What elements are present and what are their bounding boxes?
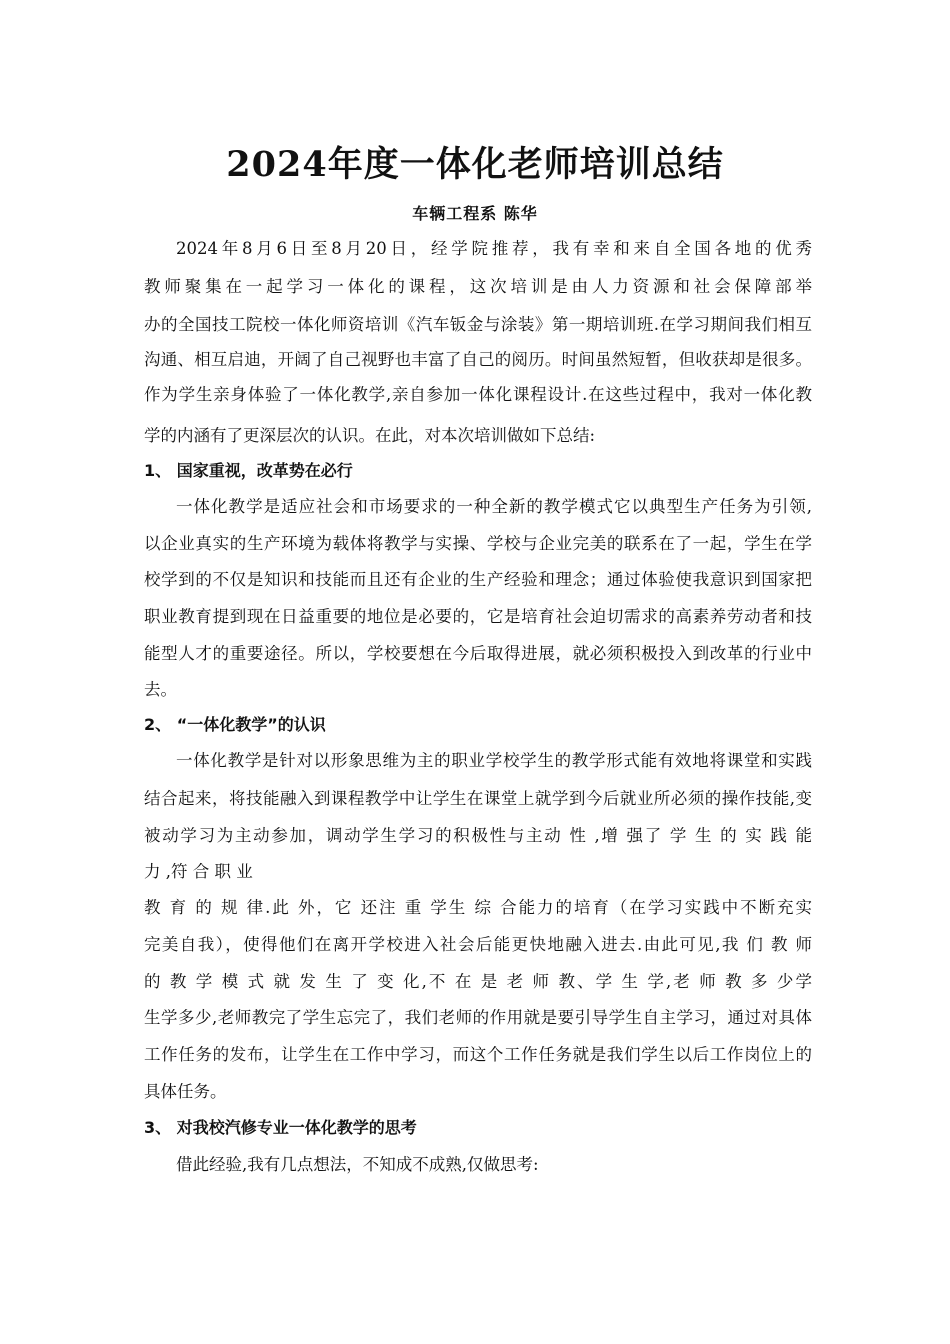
paragraph-line: 借此经验,我有几点想法，不知成不成熟,仅做思考: — [176, 1155, 539, 1174]
paragraph-line: 工作任务的发布，让学生在工作中学习，而这个工作任务就是我们学生以后工作岗位上的 — [144, 1045, 812, 1064]
section-heading-1: 1、 国家重视，改革势在必行 — [144, 461, 353, 480]
paragraph-line: 去。 — [144, 680, 177, 699]
paragraph-line: 职业教育提到现在日益重要的地位是必要的，它是培育社会迫切需求的高素养劳动者和技 — [144, 607, 812, 626]
section-heading-3: 3、 对我校汽修专业一体化教学的思考 — [144, 1118, 417, 1137]
paragraph-line: 教 育 的 规 律.此 外，它 还注 重 学生 综 合能力的培育（在学习实践中不断充实 — [144, 898, 812, 917]
paragraph-line: 能型人才的重要途径。所以，学校要想在今后取得进展，就必须积极投入到改革的行业中 — [144, 644, 812, 663]
paragraph-line: 教师聚集在一起学习一体化的课程，这次培训是由人力资源和社会保障部举 — [144, 277, 812, 296]
author-byline: 车辆工程系 陈华 — [412, 204, 538, 223]
paragraph-line: 完美自我），使得他们在离开学校进入社会后能更快地融入进去.由此可见,我 们 教 师 — [144, 935, 812, 954]
paragraph-line: 沟通、相互启迪，开阔了自己视野也丰富了自己的阅历。时间虽然短暂，但收获却是很多。 — [144, 350, 812, 369]
paragraph-line: 生学多少,老师教完了学生忘完了，我们老师的作用就是要引导学生自主学习，通过对具体 — [144, 1008, 812, 1027]
paragraph-line: 被动学习为主动参加，调动学生学习的积极性与主动 性 ,增 强了 学 生 的 实 践 能 — [144, 826, 812, 845]
paragraph-line: 办的全国技工院校一体化师资培训《汽车钣金与涂装》第一期培训班.在学习期间我们相互 — [144, 315, 812, 334]
paragraph-line: 一体化教学是针对以形象思维为主的职业学校学生的教学形式能有效地将课堂和实践 — [176, 751, 812, 770]
section-heading-2: 2、 “一体化教学”的认识 — [144, 715, 326, 734]
document-title: 2024年度一体化老师培训总结 — [226, 144, 724, 185]
paragraph-line: 2024年8月6日至8月20日，经学院推荐，我有幸和来自全国各地的优秀 — [176, 239, 812, 258]
paragraph-line: 结合起来，将技能融入到课程教学中让学生在课堂上就学到今后就业所必须的操作技能,变 — [144, 789, 812, 808]
paragraph-line: 具体任务。 — [144, 1082, 227, 1101]
paragraph-line: 一体化教学是适应社会和市场要求的一种全新的教学模式它以典型生产任务为引领, — [176, 497, 812, 516]
paragraph-line: 以企业真实的生产环境为载体将教学与实操、学校与企业完美的联系在了一起，学生在学 — [144, 534, 812, 553]
paragraph-line: 力 ,符 合 职 业 — [144, 862, 253, 881]
paragraph-line: 作为学生亲身体验了一体化教学,亲自参加一体化课程设计.在这些过程中，我对一体化教 — [144, 385, 812, 404]
paragraph-line: 的 教 学 模 式 就 发 生 了 变 化,不 在 是 老 师 教、学 生 学,老 师 教 多 少学 — [144, 972, 812, 991]
paragraph-line: 学的内涵有了更深层次的认识。在此，对本次培训做如下总结: — [144, 426, 596, 445]
paragraph-line: 校学到的不仅是知识和技能而且还有企业的生产经验和理念；通过体验使我意识到国家把 — [144, 570, 812, 589]
